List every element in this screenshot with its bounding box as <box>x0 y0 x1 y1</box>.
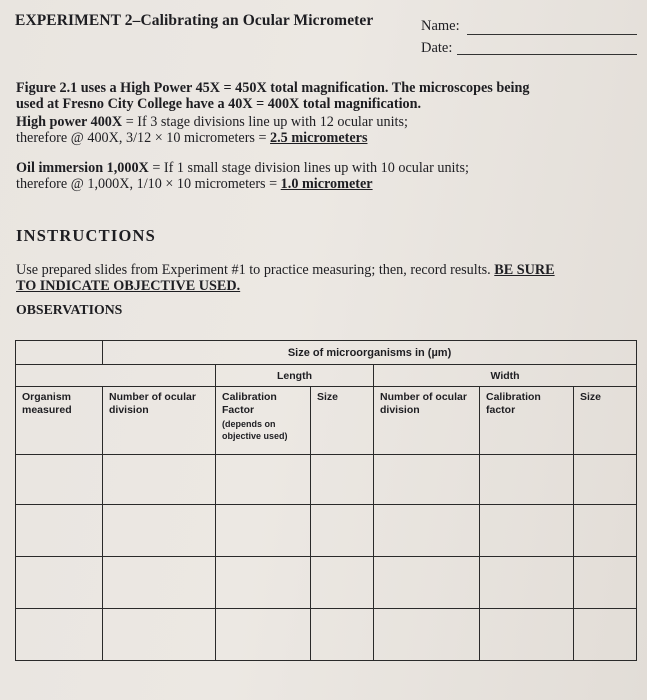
date-label: Date: <box>421 40 453 56</box>
table-cell[interactable] <box>374 609 480 661</box>
high-power-note <box>16 114 408 146</box>
table-cell[interactable] <box>216 609 311 661</box>
high-power-label: High power 400X <box>16 114 123 130</box>
table-cell[interactable] <box>16 455 103 505</box>
table-cell[interactable] <box>374 455 480 505</box>
col-width-size: Size <box>574 387 637 455</box>
col-calibration-factor-note: (depends on objective used) <box>222 419 288 441</box>
col-width-number-ocular-division: Number of ocular division <box>374 387 480 455</box>
table-cell[interactable] <box>311 609 374 661</box>
length-header: Length <box>216 365 374 387</box>
oil-immersion-note <box>16 160 469 192</box>
col-calibration-factor-label: Calibration Factor <box>222 391 277 416</box>
table-cell[interactable] <box>103 505 216 557</box>
high-power-condition: = If 3 stage divisions line up with 12 ocular units; <box>122 114 408 130</box>
table-cell[interactable] <box>103 609 216 661</box>
figure-note-line1: Figure 2.1 uses a High Power 45X = 450X total magnification. The microscopes being <box>16 80 530 96</box>
col-length-size: Size <box>311 387 374 455</box>
table-cell[interactable] <box>480 455 574 505</box>
table-cell[interactable] <box>103 455 216 505</box>
table-cell[interactable] <box>103 557 216 609</box>
figure-note-line2: used at Fresno City College have a 40X = 400X total magnification. <box>16 96 422 112</box>
date-field[interactable] <box>457 40 637 55</box>
name-label: Name: <box>421 18 460 34</box>
table-row <box>16 609 637 661</box>
instructions-emphasis-1: BE SURE <box>494 262 555 278</box>
high-power-result: 2.5 micrometers <box>270 130 368 146</box>
table-header-row-1 <box>16 341 637 365</box>
oil-immersion-label: Oil immersion 1,000X <box>16 160 149 176</box>
name-field[interactable] <box>467 20 637 35</box>
table-cell[interactable] <box>574 455 637 505</box>
table-corner-cell <box>16 341 103 365</box>
table-cell[interactable] <box>311 455 374 505</box>
table-column-header-row <box>16 387 637 455</box>
table-row <box>16 505 637 557</box>
table-cell[interactable] <box>374 557 480 609</box>
table-cell[interactable] <box>216 505 311 557</box>
table-cell[interactable] <box>480 505 574 557</box>
table-cell[interactable] <box>574 609 637 661</box>
table-cell[interactable] <box>574 505 637 557</box>
col-number-ocular-division: Number of ocular division <box>103 387 216 455</box>
col-organism-measured: Organism measured <box>16 387 103 455</box>
oil-immersion-calc: therefore @ 1,000X, 1/10 × 10 micrometers = <box>16 176 281 192</box>
table-row <box>16 557 637 609</box>
table-cell[interactable] <box>480 557 574 609</box>
table-blank-header-cell <box>16 365 216 387</box>
width-header: Width <box>374 365 637 387</box>
table-header-row-2 <box>16 365 637 387</box>
observations-heading: OBSERVATIONS <box>16 302 123 317</box>
table-cell[interactable] <box>311 557 374 609</box>
col-calibration-factor <box>216 387 311 455</box>
table-cell[interactable] <box>374 505 480 557</box>
table-cell[interactable] <box>311 505 374 557</box>
table-cell[interactable] <box>16 505 103 557</box>
table-cell[interactable] <box>480 609 574 661</box>
instructions-text <box>16 262 641 294</box>
page-title: EXPERIMENT 2–Calibrating an Ocular Micrometer <box>15 12 374 29</box>
oil-immersion-result: 1.0 micrometer <box>280 176 373 192</box>
figure-note <box>16 80 641 112</box>
size-header: Size of microorganisms in (µm) <box>103 341 637 365</box>
table-row <box>16 455 637 505</box>
oil-immersion-condition: = If 1 small stage division lines up with 10 ocular units; <box>148 160 469 176</box>
table-cell[interactable] <box>16 557 103 609</box>
high-power-calc: therefore @ 400X, 3/12 × 10 micrometers = <box>16 130 271 146</box>
instructions-emphasis-2: TO INDICATE OBJECTIVE USED. <box>16 278 241 294</box>
table-cell[interactable] <box>216 557 311 609</box>
observations-table <box>15 340 637 661</box>
table-cell[interactable] <box>216 455 311 505</box>
instructions-sentence: Use prepared slides from Experiment #1 to practice measuring; then, record results. <box>16 262 495 278</box>
instructions-heading: INSTRUCTIONS <box>16 226 157 245</box>
table-cell[interactable] <box>16 609 103 661</box>
table-cell[interactable] <box>574 557 637 609</box>
col-width-calibration-factor: Calibration factor <box>480 387 574 455</box>
